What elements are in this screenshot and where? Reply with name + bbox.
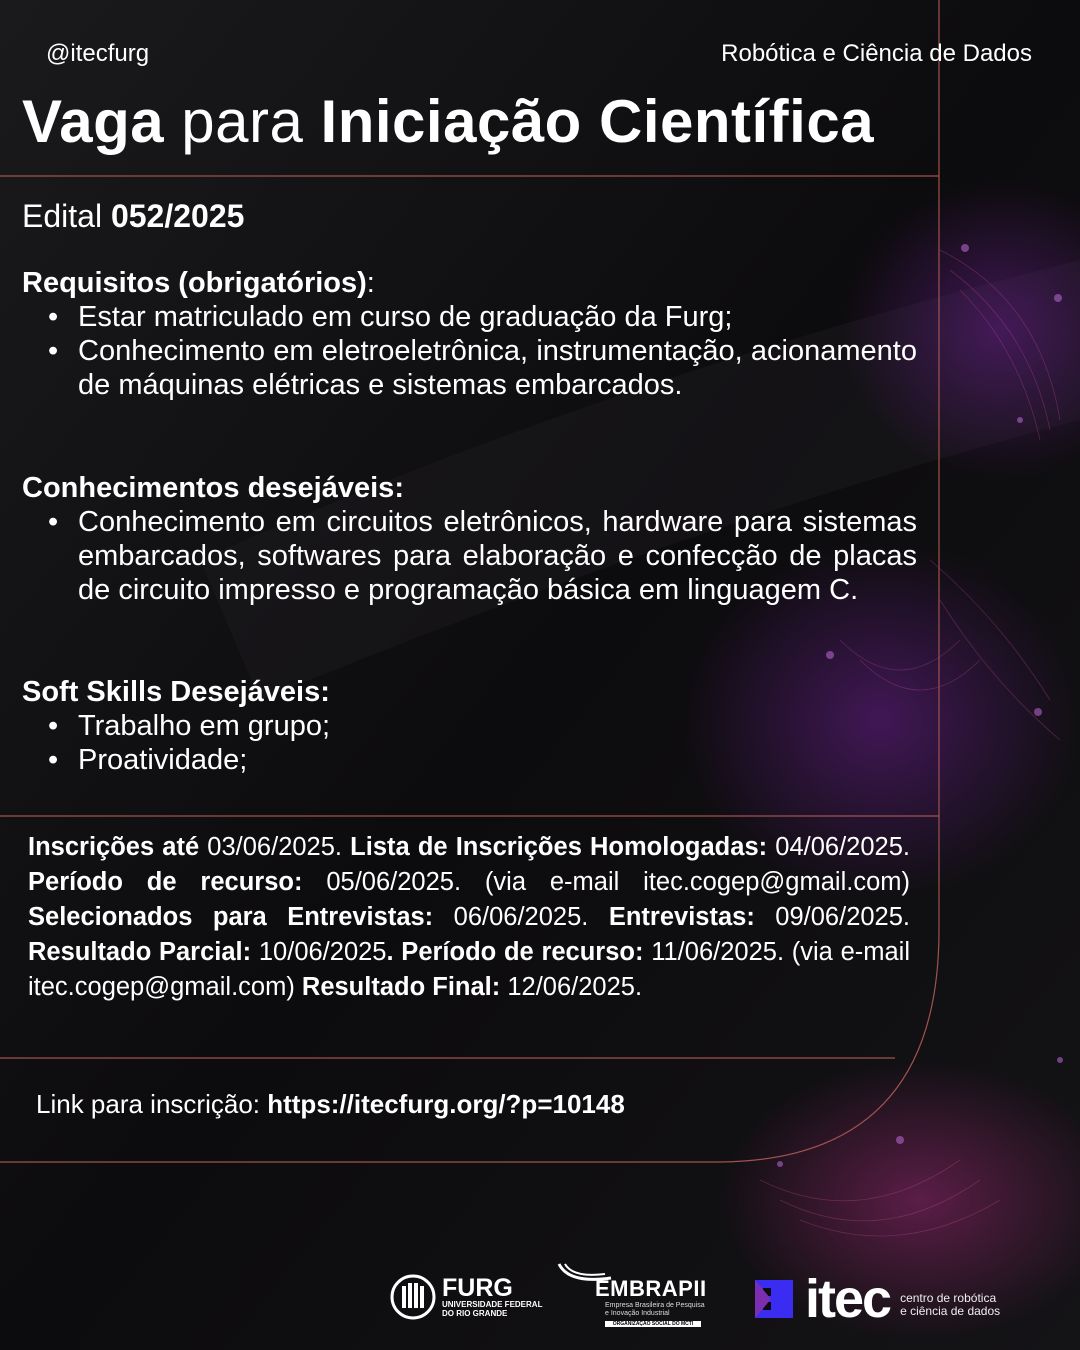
furg-sub2: DO RIO GRANDE [442,1309,508,1318]
signup-link-url[interactable]: https://itecfurg.org/?p=10148 [267,1089,625,1119]
tagline: Robótica e Ciência de Dados [721,40,1032,67]
furg-emblem-icon [390,1274,436,1320]
recurso2-label: . Período de recurso: [386,938,644,966]
furg-sub1: UNIVERSIDADE FEDERAL [442,1300,543,1309]
selecionados-label: Selecionados para Entrevistas: [28,903,434,931]
parcial-label: Resultado Parcial: [28,938,252,966]
inscricoes-date: 03/06/2025. [199,833,351,861]
itec-word: itec [805,1269,891,1329]
desejaveis-list [22,505,917,607]
recurso2-date: 11/06/2025. (via e-mail itec.cogep@gmail.com) [28,938,910,1001]
embrapii-sub1: Empresa Brasileira de Pesquisa [605,1302,705,1309]
requisitos-list [22,300,917,402]
soft-skills-heading: Soft Skills Desejáveis: [22,676,330,708]
edital-number: 052/2025 [110,198,245,234]
edital-label: Edital [22,198,111,234]
soft-skills-list [22,709,917,777]
requisitos-section [22,266,917,402]
page-title [22,84,874,160]
title-part-ic: Iniciação Científica [320,88,875,155]
list-item: • Conhecimento em eletroeletrônica, instrumentação, acionamento de máquinas elétricas e sistemas embarcados. [22,334,917,402]
title-part-para: para [164,88,321,155]
schedule-paragraph [28,830,910,1005]
furg-logo [390,1274,542,1320]
requisitos-colon: : [366,267,375,299]
embrapii-sub2: e Inovação Industrial [605,1310,670,1317]
itec-desc2: e ciência de dados [900,1304,1001,1318]
embrapii-name: EMBRAPII [595,1276,707,1301]
entrevistas-label: Entrevistas: [608,903,755,931]
itec-logo [755,1269,1001,1329]
parcial-date: 10/06/2025 [251,938,387,966]
title-part-vaga: Vaga [22,88,165,155]
itec-desc1: centro de robótica [900,1291,997,1305]
desejaveis-heading: Conhecimentos desejáveis: [22,472,404,504]
requisitos-heading [22,266,917,300]
furg-name: FURG [442,1274,513,1302]
itec-mark-icon [755,1280,793,1318]
list-item: • Trabalho em grupo; [22,709,917,743]
list-item: • Proatividade; [22,743,917,777]
edital-line [22,196,244,236]
homologadas-label: Lista de Inscrições Homologadas: [350,833,768,861]
homologadas-date: 04/06/2025. [767,833,910,861]
recurso1-label: Período de recurso: [28,868,303,896]
entrevistas-date: 09/06/2025. [754,903,911,931]
recurso1-date: 05/06/2025. (via e-mail itec.cogep@gmail.com) [302,868,910,896]
requisitos-heading-text: Requisitos (obrigatórios) [22,267,367,299]
list-item: • Conhecimento em circuitos eletrônicos, hardware para sistemas embarcados, softwares para elaboração e confecção de placas de circuito impresso e programação básica em linguagem C. [22,505,917,607]
signup-link-line [36,1087,625,1121]
embrapii-band: ORGANIZAÇÃO SOCIAL DO MCTI [605,1321,701,1327]
final-label: Resultado Final: [301,973,501,1001]
footer-logos [390,1258,1050,1338]
desejaveis-section [22,471,917,607]
list-item: • Estar matriculado em curso de graduação da Furg; [22,300,917,334]
inscricoes-label: Inscrições até [28,833,200,861]
embrapii-swoosh-icon [555,1262,615,1290]
embrapii-logo [555,1262,705,1327]
instagram-handle: @itecfurg [46,40,150,67]
selecionados-date: 06/06/2025. [433,903,609,931]
final-date: 12/06/2025. [500,973,643,1001]
signup-link-label: Link para inscrição: [36,1089,268,1119]
soft-skills-section [22,675,917,777]
